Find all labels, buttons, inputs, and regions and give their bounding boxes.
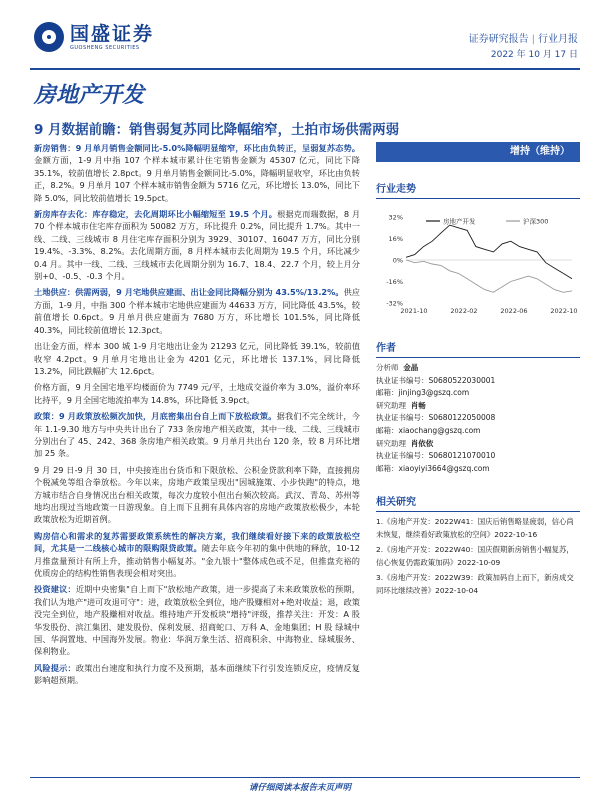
brand-name-cn: 国盛证券 xyxy=(70,23,155,45)
author-entry xyxy=(376,362,580,400)
y-tick-label: 16% xyxy=(388,235,403,243)
industry-title: 房地产开发 xyxy=(34,83,145,108)
author-entry xyxy=(376,438,580,476)
trend-chart xyxy=(376,207,580,321)
paragraph-text: 政策出台速度和执行力度不及预期，基本面继续下行引发连锁反应，疫情反复影响超预期。 xyxy=(34,662,360,686)
author-entry xyxy=(376,400,580,438)
paragraph-highlight: 政策：9 月政策放松频次加快，月底密集出台自上而下放松政策。 xyxy=(34,411,277,422)
paragraph xyxy=(34,286,360,336)
related-title: 相关研究 xyxy=(376,493,580,512)
main-content xyxy=(34,142,360,691)
report-date: 2022 年 10 月 17 日 xyxy=(490,50,578,60)
series-line-0 xyxy=(406,225,572,279)
paragraph-text: 价格方面，9 月全国宅地平均楼面价为 7749 元/平，土地成交溢价率为 3.0%，溢价率环比持平，9 月全国宅地流拍率为 14.8%，环比降低 3.9pct。 xyxy=(34,382,360,405)
paragraph-text: 近期中央密集"自上而下"放松地产政策，进一步提高了未来政策放松的预期，我们认为地产"进可攻退可守"：进，政策放松全到位，地产股赚相对+绝对收益；退，政策没完全到位，地产股赚相对收益。维持地产开发板块"增持"评级，推荐关注：开发：A 股 华发股份、滨江集团、建发股份、保利发展、招商蛇口、万科 A、金地集团；H 股 绿城中国、华润置地、中国海外发展。物业：华润万象生活、招商积余、中海物业、绿城服务、保利物业。 xyxy=(34,584,360,657)
paragraph-highlight: 新房库存去化：库存稳定，去化周期环比小幅缩短至 19.5 个月。 xyxy=(34,209,278,220)
paragraph xyxy=(34,208,360,282)
author-email[interactable]: xiaoyiyi3664@gszq.com xyxy=(398,463,490,473)
authors-list xyxy=(376,362,580,475)
footer-divider xyxy=(30,777,580,778)
paragraph-text: 随去年底今年初的集中供地的释放，10-12 月推盘量预计有所上升，推动销售小幅复苏。"金九银十"整体成色或不足，但推盘充裕的优质房企的结构性销售表现会相对突出。 xyxy=(34,543,360,578)
author-cert: S0680522030001 xyxy=(428,375,496,385)
sidebar xyxy=(376,142,580,600)
related-list xyxy=(376,516,580,597)
paragraph-highlight: 新房销售：9 月单月销售金额同比-5.0%降幅明显缩窄，环比由负转正，呈弱复苏态势。 xyxy=(34,143,360,153)
rating-badge: 增持（维持） xyxy=(376,142,580,162)
brand-logo xyxy=(34,20,154,54)
x-tick-label: 2021-10 xyxy=(400,307,428,315)
related-item[interactable]: 1.《房地产开发：2022W41：国庆后销售略显疲弱，信心尚未恢复，继续看好政策放松的空间》2022-10-16 xyxy=(376,517,574,539)
paragraph xyxy=(34,381,360,406)
author-role: 分析师 xyxy=(376,363,399,372)
x-tick-label: 2022-06 xyxy=(500,307,528,315)
paragraph xyxy=(34,410,360,460)
report-type: 证券研究报告 | 行业月报 xyxy=(468,34,578,45)
author-name: 肖依依 xyxy=(410,438,434,448)
y-tick-label: 32% xyxy=(388,213,403,222)
author-cert: S0680121070010 xyxy=(428,451,496,461)
paragraph xyxy=(34,142,360,204)
footer-note: 请仔细阅读本报告末页声明 xyxy=(248,783,351,793)
paragraph-text: 9 月 29 日-9 月 30 日，中央接连出台货币和下限放松、公积金贷款利率下降，直接拥房个税减免等组合拳放松。今年以来，房地产政策呈现出"因城施策、小步快跑"的特点，地方城市结合自身情况出台相关政策，每次力度较小但出台频次较高。武汉、青岛、苏州等地均出现过当地政策一日游现象。自上而下且拥有具体内容的房地产政策放松极少，本轮政策放松为近期首例。 xyxy=(34,464,360,525)
authors-title: 作者 xyxy=(376,339,580,358)
header-divider xyxy=(30,68,580,70)
logo-mark-icon xyxy=(34,22,64,52)
author-email[interactable]: jinjing3@gszq.com xyxy=(398,388,470,398)
author-cert: S0680122050008 xyxy=(428,413,496,423)
paragraph xyxy=(34,530,360,580)
y-tick-label: -16% xyxy=(386,278,403,286)
author-cert-label: 执业证书编号： xyxy=(376,375,429,385)
paragraph-highlight: 购房信心和需求的复苏需要政策系统性的解决方案，我们继续看好接下来的政策放松空间，尤其是一二线核心城市的限购限贷政策。 xyxy=(34,530,360,554)
legend-label: 房地产开发 xyxy=(443,217,476,226)
legend-label: 沪深300 xyxy=(523,217,549,226)
paragraph-text: 供应方面，1-9 月，中指 300 个样本城市宅地供应建面为 44633 万方，同比降低 43.5%，较前值增长 0.6pct。9 月单月供应建面为 7680 万方，环比增长 101.5%，同比降低 40.3%，同比较前值增长 12.3pct。 xyxy=(34,287,360,335)
y-tick-label: 0% xyxy=(392,256,403,265)
trend-title: 行业走势 xyxy=(376,180,580,199)
author-name: 金晶 xyxy=(403,363,419,372)
paragraph-highlight: 投资建议： xyxy=(34,584,76,595)
author-email[interactable]: xiaochang@gszq.com xyxy=(398,425,481,435)
x-tick-label: 2022-10 xyxy=(550,307,578,315)
paragraph-highlight: 风险提示： xyxy=(34,662,76,673)
author-email-label: 邮箱： xyxy=(376,463,399,473)
brand-name-en: GUOSHENG SECURITIES xyxy=(70,45,140,51)
related-item[interactable]: 2.《房地产开发：2022W40：国庆假期新房销售小幅复苏，信心恢复仍需政策加码》2022-10-09 xyxy=(376,545,574,567)
paragraph-text: 出让金方面，样本 300 城 1-9 月宅地出让金为 21293 亿元，同比降低 39.1%，较前值收窄 4.2pct。9 月单月宅地出让金为 4201 亿元，环比增长 137.1%，同比降低 13.2%，同比跌幅扩大 12.6pct。 xyxy=(34,341,360,376)
paragraph xyxy=(34,583,360,657)
author-cert-label: 执业证书编号： xyxy=(376,413,429,423)
paragraph xyxy=(34,662,360,687)
author-email-label: 邮箱： xyxy=(376,388,399,398)
y-tick-label: -32% xyxy=(386,299,403,308)
report-headline: 9 月数据前瞻：销售弱复苏同比降幅缩窄，土拍市场供需两弱 xyxy=(34,122,400,138)
author-role: 研究助理 xyxy=(376,438,406,448)
trend-chart-svg xyxy=(376,207,580,317)
paragraph-highlight: 土地供应：供需两弱，9 月宅地供应建面、出让金同比降幅分别为 43.5%/13.2%。 xyxy=(34,287,344,298)
report-sub-label: 行业月报 xyxy=(538,34,578,45)
series-line-1 xyxy=(406,260,572,292)
x-tick-label: 2022-02 xyxy=(450,307,478,315)
author-cert-label: 执业证书编号： xyxy=(376,451,429,461)
paragraph-text: 金额方面，1-9 月中指 107 个样本城市累计住宅销售金额为 45307 亿元，同比下降 35.1%，较前值增长 2.8pct。9 月单月销售金额同比-5.0%，降幅明显收窄，环比由负转正，8.2%。9 月单月 107 个样本城市销售金额为 5716 亿元，环比增长 13.0%，同比下降 5.0%，同比较前值增长 19.5pct。 xyxy=(34,155,360,203)
paragraph-text: 根据克而瑞数据，8 月 70 个样本城市住宅库存面积为 50082 万方，环比提升 0.2%，同比提升 1.7%。其中一线、二线、三线城市 8 月住宅库存面积分别为 3929、30107、16047 万方，同比分别 19.4%、-3.3%、8.2%。去化周期方面，8 月样本城市去化周期为 19.5 个月，环比减少 0.4 月。其中一线、二线、三线城市去化周期分别为 16.7、18.4、22.7 个月，较上月分别+0、-0.5、-0.3 个月。 xyxy=(34,209,361,282)
report-type-label: 证券研究报告 xyxy=(468,34,529,45)
paragraph-text: 据我们不完全统计，今年 1.1-9.30 地方与中央共计出台了 733 条房地产相关政策，其中一线、二线、三线城市分别出台了 45、242、368 条房地产相关政策。9 月单月共出台 120 条，较 8 月环比增加 25 条。 xyxy=(34,411,360,459)
related-item[interactable]: 3.《房地产开发：2022W39：政策加码自上而下，新房成交同环比继续改善》2022-10-04 xyxy=(376,573,574,595)
paragraph xyxy=(34,340,360,377)
author-name: 肖畅 xyxy=(410,400,426,410)
author-role: 研究助理 xyxy=(376,400,406,410)
author-email-label: 邮箱： xyxy=(376,425,399,435)
paragraph xyxy=(34,464,360,526)
